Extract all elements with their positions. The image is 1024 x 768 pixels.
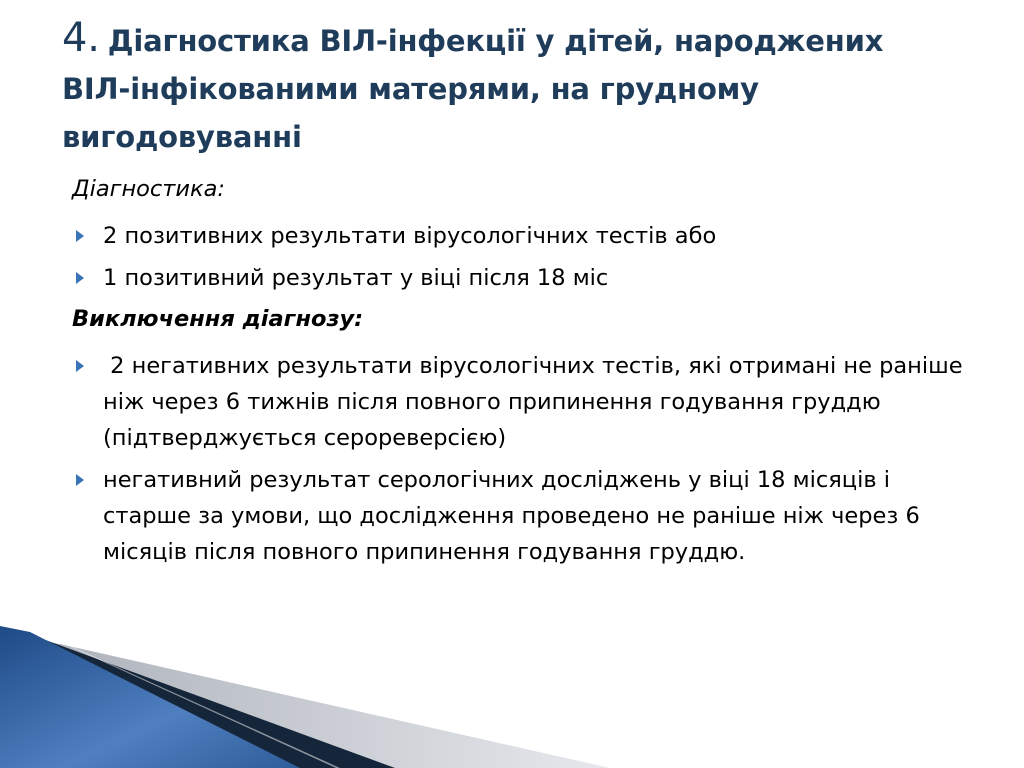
slide-title-text: Діагностика ВІЛ-інфекції у дітей, народжених ВІЛ-інфікованими матерями, на грудному вигодовуванні: [62, 24, 884, 154]
corner-decoration: [0, 618, 1024, 768]
slide-body: [72, 172, 972, 576]
bullet-arrow-icon: [76, 272, 84, 284]
exclusion-item: [72, 348, 972, 456]
slide-title: [62, 14, 942, 161]
diagnosis-item-text: 1 позитивний результат у віці після 18 міс: [103, 265, 609, 291]
bullet-arrow-icon: [76, 230, 84, 242]
exclusion-heading: Виключення діагнозу:: [72, 306, 364, 332]
diagnosis-item-text: 2 позитивних результати вірусологічних тестів або: [103, 223, 717, 249]
diagnosis-item: [72, 260, 972, 296]
slide-title-number: 4.: [62, 15, 100, 61]
exclusion-item-text: 2 негативних результати вірусологічних тестів, які отримані не раніше ніж через 6 тижнів після повного припинення годування груддю (підтверджується серореверсією): [103, 353, 970, 451]
diagnosis-item: [72, 218, 972, 254]
bullet-arrow-icon: [76, 474, 84, 486]
diagnosis-heading: Діагностика:: [72, 176, 225, 202]
exclusion-item: [72, 462, 972, 570]
bullet-arrow-icon: [76, 360, 84, 372]
exclusion-item-text: негативний результат серологічних досліджень у віці 18 місяців і старше за умови, що дослідження проведено не раніше ніж через 6 місяців після повного припинення годування груддю.: [103, 467, 920, 565]
